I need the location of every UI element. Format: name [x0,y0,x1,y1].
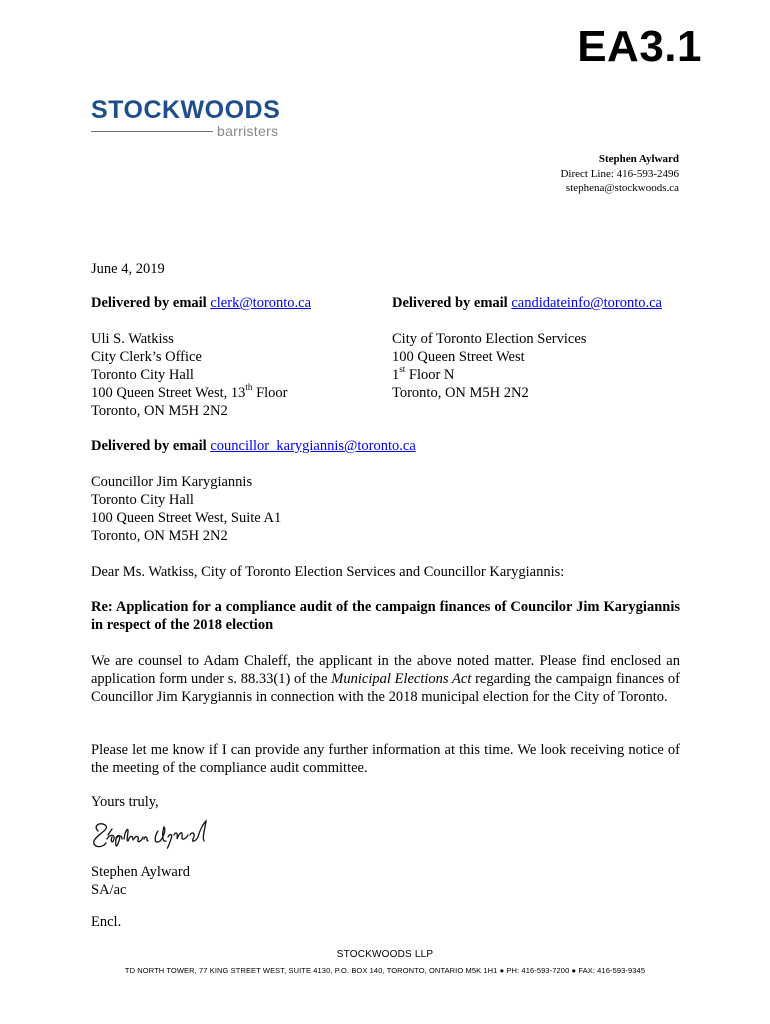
document-id: EA3.1 [577,22,702,71]
address-election-services [392,330,586,402]
address-line-floor [91,384,287,402]
footer-address: TD NORTH TOWER, 77 KING STREET WEST, SUITE 4130, P.O. BOX 140, TORONTO, ONTARIO M5K 1H1 ● PH: 416-593-7200 ● FAX: 416-593-9345 [124,966,646,975]
sender-block [560,152,679,196]
delivery-label: Delivered by email [91,438,207,454]
address-line: Toronto City Hall [91,492,194,508]
handwritten-signature [88,817,214,857]
firm-logo [91,98,291,142]
address-line: 100 Queen Street West, Suite A1 [91,510,282,526]
enclosure-note: Encl. [91,914,122,930]
reference-initials: SA/ac [91,882,127,898]
delivery-line-election-services [392,294,662,312]
para1-after: regarding the campaign finances of Councillor Jim Karygiannis in connection with the 2018 municipal election for the City of Toronto. [91,671,680,705]
closing: Yours truly, [91,794,159,810]
delivery-line-clerk [91,294,311,312]
sender-email: stephena@stockwoods.ca [565,182,679,194]
logo-subtitle: barristers [217,123,279,139]
delivery-label: Delivered by email [91,295,207,311]
address-clerk [91,330,287,420]
floor-superscript: th [245,382,253,393]
floor-suffix: Floor N [405,367,455,383]
signer-name: Stephen Aylward [91,864,190,880]
footer-firm-name: STOCKWOODS LLP [336,949,434,960]
address-line: Uli S. Watkiss [91,331,174,347]
logo-rule [91,131,213,132]
floor-prefix: 1 [392,367,400,383]
floor-prefix: 100 Queen Street West, 13 [91,385,246,401]
letter-date: June 4, 2019 [91,261,165,277]
para1-before: We are counsel to Adam Chaleff, the applicant in the above noted matter. Please find enclosed an application form under s. 88.33(1) of the [91,653,680,687]
clerk-email-link[interactable]: clerk@toronto.ca [210,295,312,311]
address-line: Toronto, ON M5H 2N2 [91,528,228,544]
sender-name: Stephen Aylward [598,153,679,165]
address-line: 100 Queen Street West [392,349,525,365]
address-line: City of Toronto Election Services [392,331,587,347]
address-line-floor [392,366,586,384]
councillor-email-link[interactable]: councillor_karygiannis@toronto.ca [210,438,416,454]
floor-superscript: st [399,364,406,375]
election-services-email-link[interactable]: candidateinfo@toronto.ca [511,295,662,311]
address-line: City Clerk’s Office [91,349,202,365]
act-name: Municipal Elections Act [331,671,472,687]
body-paragraph-2: Please let me know if I can provide any further information at this time. We look receiving notice of the meeting of the compliance audit committee. [91,742,680,776]
logo-brand: STOCKWOODS [91,96,281,124]
address-line: Toronto City Hall [91,367,194,383]
address-line: Toronto, ON M5H 2N2 [392,385,529,401]
re-line: Re: Application for a compliance audit of the campaign finances of Councilor Jim Karygiannis in respect of the 2018 election [91,599,680,633]
delivery-label: Delivered by email [392,295,508,311]
floor-suffix: Floor [252,385,288,401]
address-line: Councillor Jim Karygiannis [91,474,253,490]
body-paragraph-1 [91,652,680,706]
salutation: Dear Ms. Watkiss, City of Toronto Election Services and Councillor Karygiannis: [91,564,565,580]
sender-direct-line: Direct Line: 416-593-2496 [560,167,679,180]
delivery-line-councillor [91,437,416,455]
address-councillor [91,473,281,545]
address-line: Toronto, ON M5H 2N2 [91,403,228,419]
